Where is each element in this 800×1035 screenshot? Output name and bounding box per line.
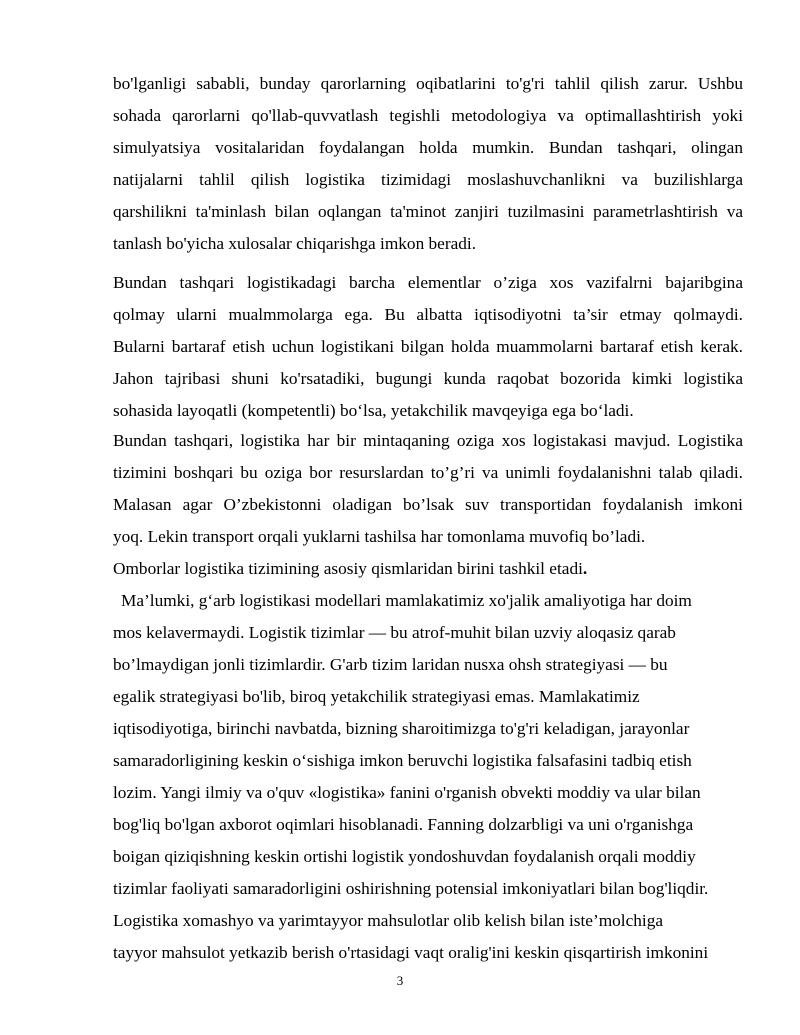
text-line: tizimini boshqari bu oziga bor resurslardan to’g’ri va unimli foydalanishni talab qiladi. — [113, 463, 743, 482]
text-line: Malasan agar O’zbekistonni oladigan bo’lsak suv transportidan foydalanish imkoni — [113, 495, 743, 514]
text-line: samaradorligining keskin o‘sishiga imkon beruvchi logistika falsafasini tadbiq etish — [113, 751, 692, 770]
text-line: tizimlar faoliyati samaradorligini oshirishning potensial imkoniyatlari bilan bog'liqdir. — [113, 879, 709, 898]
text-line: tayyor mahsulot yetkazib berish o'rtasidagi vaqt oralig'ini keskin qisqartirish imkonini — [113, 943, 709, 962]
text-line: bo'lganligi sababli, bunday qarorlarning oqibatlarini to'g'ri tahlil qilish zarur. Ushbu — [113, 74, 743, 93]
sentence-end-mark: . — [582, 559, 588, 578]
text-line: qarshilikni ta'minlash bilan oqlangan ta'minot zanjiri tuzilmasini parametrlashtirish va — [113, 202, 743, 221]
page-number: 3 — [396, 973, 404, 988]
text-line: boigan qiziqishning keskin ortishi logistik yondoshuvdan foydalanish orqali moddiy — [113, 847, 696, 866]
text-line — [113, 558, 743, 580]
text-line: Bundan tashqari logistikadagi barcha elementlar o’ziga xos vazifalrni bajaribgina — [113, 273, 743, 292]
text-line: bog'liq bo'lgan axborot oqimlari hisoblanadi. Fanning dolzarbligi va uni o'rganishga — [113, 815, 694, 834]
text-line: simulyatsiya vositalaridan foydalangan holda mumkin. Bundan tashqari, olingan — [113, 138, 743, 157]
text-line: Logistika xomashyo va yarimtayyor mahsulotlar olib kelish bilan iste’molchiga — [113, 911, 664, 930]
text-line: lozim. Yangi ilmiy va o'quv «logistika» fanini o'rganish obvekti moddiy va ular bilan — [113, 783, 701, 802]
text-line: qolmay ularni mualmmolarga ega. Bu albatta iqtisodiyotni ta’sir etmay qolmaydi. — [113, 305, 743, 324]
text-line: Ma’lumki, g‘arb logistikasi modellari mamlakatimiz xo'jalik amaliyotiga har doim — [121, 591, 692, 610]
text-line: yoq. Lekin transport orqali yuklarni tashilsa har tomonlama muvofiq bo’ladi. — [113, 527, 646, 546]
text-line: Jahon tajribasi shuni ko'rsatadiki, bugungi kunda raqobat bozorida kimki logistika — [113, 369, 743, 388]
text-span: Omborlar logistika tizimining asosiy qismlaridan birini tashkil etadi — [113, 559, 583, 578]
text-line: natijalarni tahlil qilish logistika tizimidagi moslashuvchanlikni va buzilishlarga — [113, 170, 743, 189]
text-line: Bundan tashqari, logistika har bir mintaqaning oziga xos logistakasi mavjud. Logistika — [113, 431, 743, 450]
text-line: Bularni bartaraf etish uchun logistikani bilgan holda muammolarni bartaraf etish kerak. — [113, 337, 743, 356]
text-line: egalik strategiyasi bo'lib, biroq yetakchilik strategiyasi emas. Mamlakatimiz — [113, 687, 640, 706]
text-line: tanlash bo'yicha xulosalar chiqarishga imkon beradi. — [113, 234, 477, 253]
text-line: sohada qarorlarni qo'llab-quvvatlash tegishli metodologiya va optimallashtirish yoki — [113, 106, 743, 125]
text-line: bo’lmaydigan jonli tizimlardir. G'arb tizim laridan nusxa ohsh strategiyasi — bu — [113, 655, 668, 674]
text-line: mos kelavermaydi. Logistik tizimlar — bu atrof-muhit bilan uzviy aloqasiz qarab — [113, 623, 676, 642]
text-line: iqtisodiyotiga, birinchi navbatda, bizning sharoitimizga to'g'ri keladigan, jarayonlar — [113, 719, 690, 738]
text-line: sohasida layoqatli (kompetentli) bo‘lsa, yetakchilik mavqeyiga ega bo‘ladi. — [113, 401, 634, 420]
